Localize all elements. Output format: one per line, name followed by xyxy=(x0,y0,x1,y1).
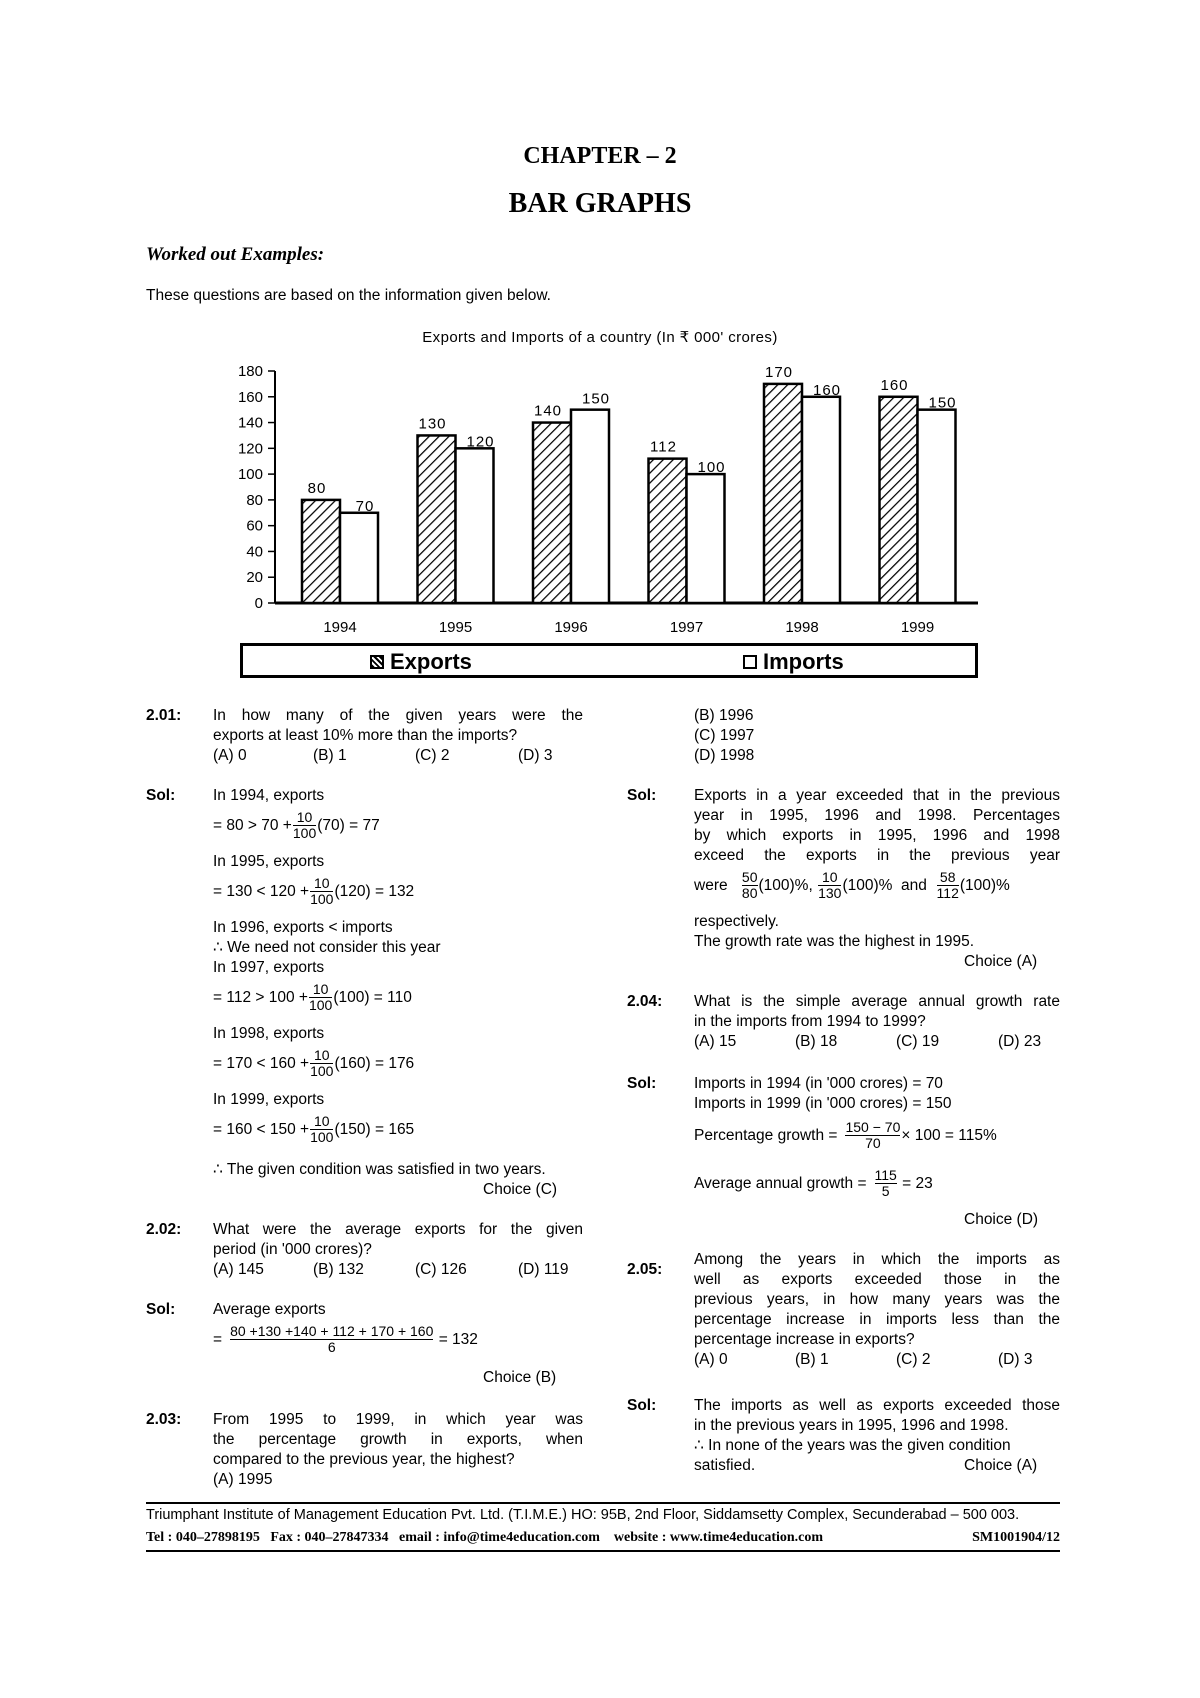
equation: Percentage growth = $\frac{150 - 70}{70}$ × 100 = 115% xyxy=(694,1119,997,1152)
y-tick-label: 60 xyxy=(246,517,263,535)
question-text: well as exports exceeded those in the xyxy=(694,1271,1060,1288)
x-tick-label: 1998 xyxy=(785,619,819,636)
question-text: period (in '000 crores)? xyxy=(213,1241,372,1258)
equation: were $\frac{50}{80}$ (100)%, $\frac{10}{130}$ (100)% and $\frac{58}{112}$ (100)% xyxy=(694,869,1010,902)
option-b: (B) 132 xyxy=(313,1261,364,1278)
data-label: 100 xyxy=(697,459,726,477)
solution-line: The growth rate was the highest in 1995. xyxy=(694,933,975,950)
equation: = 160 < 150 + $\frac{10}{100}$ (150) = 165 xyxy=(213,1113,415,1146)
solution-line: Average exports xyxy=(213,1301,326,1318)
empty-square-icon xyxy=(743,655,757,669)
question-number: 2.05: xyxy=(627,1261,663,1278)
footer-fax: Fax : 040–27847334 xyxy=(270,1530,389,1545)
footer-code: SM1001904/12 xyxy=(972,1530,1060,1545)
footer-email: email : info@time4education.com xyxy=(399,1530,600,1545)
data-label: 70 xyxy=(355,497,375,515)
question-text: percentage increase in imports less than the xyxy=(694,1311,1060,1328)
option-d: (D) 3 xyxy=(998,1351,1033,1368)
data-label: 112 xyxy=(650,438,677,456)
answer-choice: Choice (A) xyxy=(964,1457,1038,1474)
legend-exports xyxy=(370,649,472,675)
question-text: previous years, in how many years was the xyxy=(694,1291,1060,1308)
y-tick-label: 180 xyxy=(237,363,263,380)
option-d: (D) 3 xyxy=(518,747,553,764)
solution-label: Sol: xyxy=(146,1301,176,1318)
data-label: 150 xyxy=(581,390,611,408)
question-number: 2.01: xyxy=(146,707,182,724)
question-number: 2.03: xyxy=(146,1411,182,1428)
option-a: (A) 0 xyxy=(694,1351,728,1368)
y-tick-label: 160 xyxy=(237,388,263,406)
solution-line: in the previous years in 1995, 1996 and 1998. xyxy=(694,1417,1009,1434)
data-label: 150 xyxy=(928,394,957,412)
worked-examples-heading: Worked out Examples: xyxy=(146,244,325,265)
question-text: in the imports from 1994 to 1999? xyxy=(694,1013,926,1030)
option-b: (B) 1 xyxy=(313,747,347,764)
equation: = 170 < 160 + $\frac{10}{100}$ (160) = 176 xyxy=(213,1047,415,1080)
data-label: 160 xyxy=(812,381,842,399)
solution-line: In 1995, exports xyxy=(213,853,325,870)
answer-choice: Choice (C) xyxy=(483,1181,558,1198)
solution-line: In 1998, exports xyxy=(213,1025,325,1042)
footer-address: Triumphant Institute of Management Education Pvt. Ltd. (T.I.M.E.) HO: 95B, 2nd Floor, Siddamsetty Complex, Secunderabad – 500 003. xyxy=(146,1507,1020,1523)
solution-line: ∴ We need not consider this year xyxy=(213,939,441,956)
imports-bar xyxy=(918,410,956,603)
option-d: (D) 119 xyxy=(518,1261,569,1278)
option-d: (D) 1998 xyxy=(694,747,755,764)
y-tick-label: 80 xyxy=(246,491,263,509)
solution-line: satisfied. xyxy=(694,1457,756,1474)
equation: = 130 < 120 + $\frac{10}{100}$ (120) = 132 xyxy=(213,875,415,908)
solution-conclusion: ∴ The given condition was satisfied in two years. xyxy=(213,1161,546,1178)
legend-imports xyxy=(743,649,844,675)
option-c: (C) 126 xyxy=(415,1261,467,1278)
solution-line: respectively. xyxy=(694,913,779,930)
option-b: (B) 1996 xyxy=(694,707,754,724)
question-text: What is the simple average annual growth rate xyxy=(694,993,1060,1010)
solution-label: Sol: xyxy=(146,787,176,804)
solution-line: In 1999, exports xyxy=(213,1091,325,1108)
chart-title: Exports and Imports of a country (In ₹ 000' crores) xyxy=(422,329,778,346)
footer-website: website : www.time4education.com xyxy=(613,1530,824,1545)
option-a: (A) 15 xyxy=(694,1033,737,1050)
data-label: 80 xyxy=(307,479,327,497)
footer-divider xyxy=(146,1502,1060,1504)
y-tick-label: 20 xyxy=(246,569,263,587)
solution-line: In 1997, exports xyxy=(213,959,325,976)
exports-bar xyxy=(302,500,340,603)
option-c: (C) 2 xyxy=(896,1351,931,1368)
solution-line: The imports as well as exports exceeded those xyxy=(694,1397,1060,1414)
y-tick-label: 100 xyxy=(237,466,263,484)
y-tick-label: 120 xyxy=(237,440,263,458)
data-label: 120 xyxy=(466,433,495,451)
exports-bar xyxy=(649,459,687,603)
question-text: exports at least 10% more than the imports? xyxy=(213,727,518,744)
footer-contacts xyxy=(146,1530,1060,1546)
exports-bar xyxy=(533,423,571,603)
equation: = $\frac{80 +130 +140 + 112 + 170 + 160}{6}$ = 132 xyxy=(213,1323,478,1356)
x-tick-label: 1995 xyxy=(438,619,473,636)
imports-bar xyxy=(687,474,725,603)
data-label: 140 xyxy=(533,402,563,420)
chapter-title: CHAPTER – 2 xyxy=(523,143,677,169)
imports-bar xyxy=(571,410,609,603)
chart-legend xyxy=(240,643,978,678)
y-tick-label: 140 xyxy=(237,414,263,432)
option-d: (D) 23 xyxy=(998,1033,1042,1050)
data-label: 130 xyxy=(418,415,447,433)
question-number: 2.04: xyxy=(627,993,663,1010)
solution-line: Imports in 1999 (in '000 crores) = 150 xyxy=(694,1095,952,1112)
question-number: 2.02: xyxy=(146,1221,182,1238)
exports-bar xyxy=(418,435,456,603)
equation: Average annual growth = $\frac{115}{5}$ = 23 xyxy=(694,1167,933,1200)
y-tick-label: 40 xyxy=(246,543,263,561)
solution-line: In 1994, exports xyxy=(213,787,325,804)
option-c: (C) 19 xyxy=(896,1033,940,1050)
exports-bar xyxy=(764,384,802,603)
solution-line: ∴ In none of the years was the given condition xyxy=(694,1437,1011,1454)
option-c: (C) 1997 xyxy=(694,727,755,744)
intro-text: These questions are based on the information given below. xyxy=(146,287,551,304)
option-a: (A) 0 xyxy=(213,747,247,764)
solution-label: Sol: xyxy=(627,787,657,804)
imports-bar xyxy=(456,448,494,603)
answer-choice: Choice (D) xyxy=(964,1211,1039,1228)
y-tick-label: 0 xyxy=(254,595,263,612)
solution-line: In 1996, exports < imports xyxy=(213,919,393,936)
imports-bar xyxy=(802,397,840,603)
option-b: (B) 1 xyxy=(795,1351,829,1368)
question-text: In how many of the given years were the xyxy=(213,707,583,724)
option-c: (C) 2 xyxy=(415,747,450,764)
solution-line: by which exports in 1995, 1996 and 1998 xyxy=(694,827,1060,844)
solution-line: exceed the exports in the previous year xyxy=(694,847,1060,864)
solution-line: Imports in 1994 (in '000 crores) = 70 xyxy=(694,1075,943,1092)
question-text: Among the years in which the imports as xyxy=(694,1251,1060,1268)
imports-bar xyxy=(340,513,378,603)
question-text: the percentage growth in exports, when xyxy=(213,1431,583,1448)
answer-choice: Choice (A) xyxy=(964,953,1038,970)
solution-label: Sol: xyxy=(627,1075,657,1092)
equation: = 80 > 70 + $\frac{10}{100}$ (70) = 77 xyxy=(213,809,380,842)
hatched-square-icon xyxy=(370,655,384,669)
question-text: percentage increase in exports? xyxy=(694,1331,915,1348)
option-a: (A) 145 xyxy=(213,1261,264,1278)
footer-divider-bottom xyxy=(146,1550,1060,1552)
answer-choice: Choice (B) xyxy=(483,1369,557,1386)
exports-bar xyxy=(880,397,918,603)
legend-imports-label: Imports xyxy=(763,649,844,674)
chapter-subtitle: BAR GRAPHS xyxy=(508,188,692,219)
equation: = 112 > 100 + $\frac{10}{100}$ (100) = 110 xyxy=(213,981,412,1014)
x-tick-label: 1999 xyxy=(900,619,935,636)
legend-exports-label: Exports xyxy=(390,649,472,674)
bar-chart xyxy=(0,340,1200,640)
question-text: compared to the previous year, the highest? xyxy=(213,1451,515,1468)
solution-line: year in 1995, 1996 and 1998. Percentages xyxy=(694,807,1060,824)
x-tick-label: 1997 xyxy=(669,619,704,636)
option-a: (A) 1995 xyxy=(213,1471,273,1488)
question-text: What were the average exports for the given xyxy=(213,1221,583,1238)
data-label: 170 xyxy=(764,363,794,381)
footer-tel: Tel : 040–27898195 xyxy=(146,1530,260,1545)
x-tick-label: 1996 xyxy=(554,619,588,636)
solution-line: Exports in a year exceeded that in the previous xyxy=(694,787,1060,804)
question-text: From 1995 to 1999, in which year was xyxy=(213,1411,583,1428)
data-label: 160 xyxy=(880,376,909,394)
x-tick-label: 1994 xyxy=(323,619,357,636)
solution-label: Sol: xyxy=(627,1397,657,1414)
option-b: (B) 18 xyxy=(795,1033,838,1050)
